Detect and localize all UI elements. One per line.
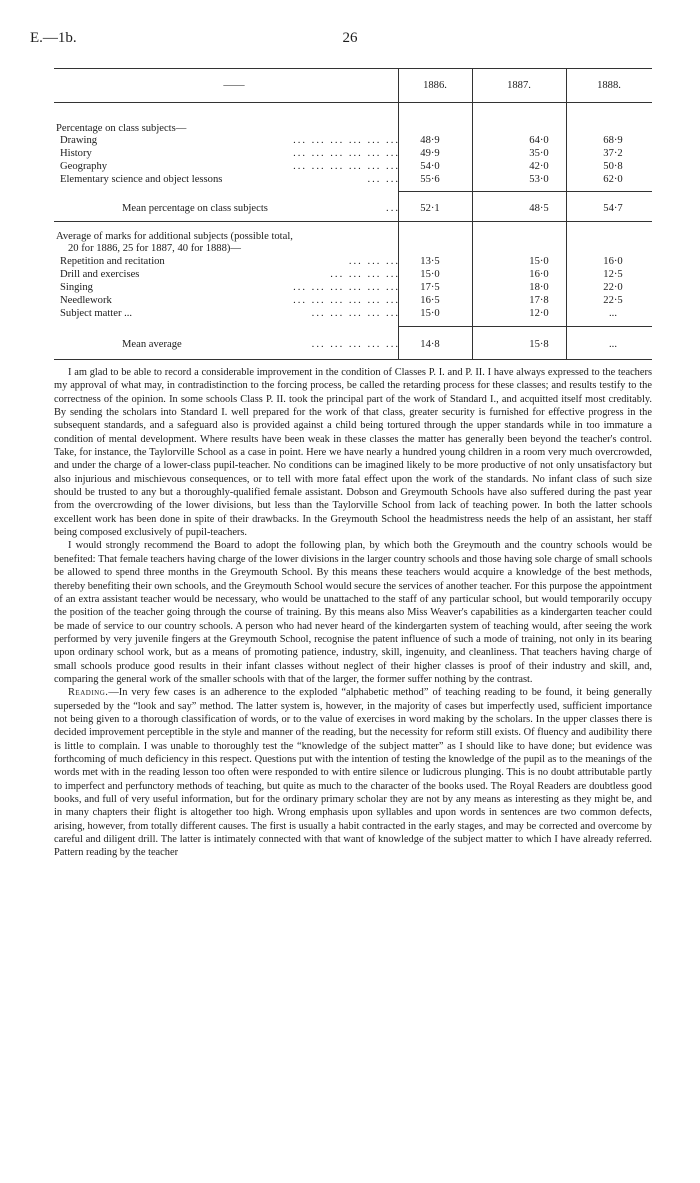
cell-1887: 12·0 [529, 308, 549, 319]
cell-1886: 52·1 [420, 203, 440, 214]
cell-1887: 15·0 [529, 256, 549, 267]
table-row [54, 281, 652, 294]
paragraph: I am glad to be able to record a considerable improvement in the condition of Classes P. I. and P. II. I have always expressed to the teachers my approval of what may, in contradistinction to the forcing process, be called the retarding process for these classes; and results testify to the correctness of the opinion. In some schools Class P. II. took the principal part of the work of Standard I., and acquitted itself most creditably. By sending the scholars into Standard I. well prepared for the work of that class, greater security is furnished for effective progress in the subsequent standards, and a safeguard also is provided against a child being tortured through the upper standards while in too immature a condition of mental development. Where results have been weak in these classes the matter has generally been beyond the teacher's control. Take, for instance, the Taylorville School as a case in point. Here we have nearly a hundred young children in a room very much overcrowded, and under the charge of a lower-class pupil-teacher. No conditions can be imagined likely to be more productive of not only unsatisfactory but also injurious and mischievous consequences, or to tell with more fatal effect upon the work of the standards. No infant class of such size should be trusted to any but a thoroughly-qualified female assistant. Dobson and Greymouth Schools have also suffered during the past year from the overcrowding of the lower divisions, but less than the Taylorville School from lack of teaching power. In both the latter schools excellent work has been done in spite of their drawbacks. In the Greymouth School the headmistress needs the help of an assistant, her staff being composed exclusively of pupil-teachers. [54, 367, 652, 539]
section-heading-reading: Reading. [68, 687, 109, 699]
leader-dots: ... ... ... ... ... [311, 339, 400, 350]
cell-1888: 22·5 [603, 295, 623, 306]
section-heading [54, 242, 652, 255]
mean-row [54, 338, 652, 351]
table-row [54, 173, 652, 186]
document-code: E.—1b. [30, 30, 77, 46]
page-number: 26 [342, 30, 358, 46]
cell-1887: 18·0 [529, 282, 549, 293]
section-heading-text: Average of marks for additional subjects (possible total, [56, 231, 293, 242]
cell-1886: 15·0 [420, 269, 440, 280]
header-dash: —— [223, 80, 245, 91]
table-row [54, 134, 652, 147]
page-header [30, 30, 670, 50]
statistics-table [54, 68, 652, 360]
leader-dots: ... ... ... [348, 256, 400, 267]
cell-1888: 68·9 [603, 135, 623, 146]
leader-dots: ... ... [367, 174, 400, 185]
table-row [54, 268, 652, 281]
cell-1888: 16·0 [603, 256, 623, 267]
cell-1886: 15·0 [420, 308, 440, 319]
paragraph: I would strongly recommend the Board to adopt the following plan, by which both the Greymouth and the country schools would be benefited: That female teachers having charge of the lower divisions in the larger country schools and those having sole charge of small schools be allowed to spend three months in the Greymouth School. By this means these teachers would acquire a knowledge of the best methods, thereby benefiting their own schools, and the Greymouth School would secure the services of another teacher. For this purpose the appointment of an extra assistant teacher would be necessary, who would be unattached to the staff of any particular school, but would temporarily occupy the position of the teacher going through the course of training. By this means also Miss Weaver's capabilities as a kindergarten teacher could be made of service to our country schools. A person who had never heard of the kindergarten system of teaching would, after seeing the work performed by very juvenile fingers at the Greymouth School, recognise the patent influence of such a mode of training, not only in its bearing upon ordinary school work, but as a means of promoting patience, industry, skill, ingenuity, and cleanliness. That teachers having charge of small schools produce good results in their infant classes without neglect of their higher classes is proof of their industry and skill, and, comparing the general work of the smaller schools with that of the larger, the former suffer nothing by the contrast. [54, 540, 652, 685]
table-header-rule [54, 102, 652, 103]
row-label: Repetition and recitation [60, 256, 165, 267]
paragraph-text: —In very few cases is an adherence to the exploded “alphabetic method” of teaching reading to be found, it being generally superseded by the “look and say” method. The latter system is, however, in the majority of cases but imperfectly used, sufficient importance not being given to a thorough classification of words, or to the value of exercises in word making by the scholars. In the upper classes there is decided improvement perceptible in the style and manner of the reading, but the necessity for reform still exists. Of fluency and audibility there is little to complain. I was unable to thoroughly test the “knowledge of the subject matter” as I should like to have done; but evidence was forthcoming of much deficiency in this respect. Questions put with the intention of testing the knowledge of the pupil as to the meanings of the words met with in the reading lesson too often were responded to with entire silence or ludicrous plunging. This is no doubt attributable partly to imperfect and perfunctory methods of teaching, but quite as much to the character of the books used. The Royal Readers are doubtless good books, and full of very useful information, but for the ordinary primary scholar they are not by any means as interesting as they might be, and in many chapters their flight is altogether too high. Wrong emphasis upon syllables and upon words in sentences are two common defects, arising, however, from totally different causes. The first is usually a habit contracted in the early stages, and may be corrected and overcome by careful and diligent drill. The latter is intimately connected with that want of knowledge of the subject matter to which I have already referred. Pattern reading by the teacher [54, 687, 652, 859]
cell-1888: ... [609, 339, 617, 350]
header-year-1888: 1888. [597, 80, 621, 91]
leader-dots: ... ... ... ... ... ... [293, 161, 400, 172]
header-year-1887: 1887. [507, 80, 531, 91]
row-label: Drawing [60, 135, 98, 146]
row-label: History [60, 148, 92, 159]
cell-1886: 55·6 [420, 174, 440, 185]
cell-1886: 54·0 [420, 161, 440, 172]
cell-1887: 15·8 [529, 339, 549, 350]
cell-1887: 53·0 [529, 174, 549, 185]
cell-1888: 12·5 [603, 269, 623, 280]
leader-dots: ... ... ... ... [330, 269, 400, 280]
section-heading-text: Percentage on class subjects— [56, 123, 187, 134]
leader-dots: ... ... ... ... ... [311, 308, 400, 319]
row-label: Elementary science and object lessons [60, 174, 223, 185]
row-label: Needlework [60, 295, 112, 306]
cell-1887: 16·0 [529, 269, 549, 280]
cell-1888: 22·0 [603, 282, 623, 293]
cell-1886: 49·9 [420, 148, 440, 159]
subtotal-rule [398, 191, 652, 192]
row-label: Subject matter ... [60, 308, 133, 319]
cell-1888: 54·7 [603, 203, 623, 214]
mean-row [54, 202, 652, 215]
cell-1888: 62·0 [603, 174, 623, 185]
table-row [54, 294, 652, 307]
cell-1887: 17·8 [529, 295, 549, 306]
cell-1887: 42·0 [529, 161, 549, 172]
section-rule [54, 221, 652, 222]
cell-1888: ... [609, 308, 617, 319]
cell-1888: 50·8 [603, 161, 623, 172]
leader-dots: ... ... ... ... ... ... [293, 295, 400, 306]
table-bottom-rule [54, 359, 652, 360]
header-year-1886: 1886. [423, 80, 447, 91]
section-heading-text: 20 for 1886, 25 for 1887, 40 for 1888)— [68, 243, 242, 254]
leader-dots: ... [386, 203, 400, 214]
mean-label: Mean percentage on class subjects [122, 203, 268, 214]
cell-1888: 37·2 [603, 148, 623, 159]
cell-1886: 16·5 [420, 295, 440, 306]
paragraph-reading [54, 686, 652, 859]
mean-label: Mean average [122, 339, 182, 350]
leader-dots: ... ... ... ... ... ... [293, 135, 400, 146]
row-label: Geography [60, 161, 108, 172]
subtotal-rule [398, 326, 652, 327]
cell-1887: 35·0 [529, 148, 549, 159]
cell-1887: 64·0 [529, 135, 549, 146]
cell-1887: 48·5 [529, 203, 549, 214]
table-row [54, 307, 652, 320]
table-row [54, 160, 652, 173]
cell-1886: 14·8 [420, 339, 440, 350]
cell-1886: 17·5 [420, 282, 440, 293]
leader-dots: ... ... ... ... ... ... [293, 282, 400, 293]
body-text [54, 366, 652, 860]
cell-1886: 13·5 [420, 256, 440, 267]
table-row [54, 147, 652, 160]
cell-1886: 48·9 [420, 135, 440, 146]
row-label: Drill and exercises [60, 269, 140, 280]
table-row [54, 255, 652, 268]
table-header-row [54, 68, 652, 102]
leader-dots: ... ... ... ... ... ... [293, 148, 400, 159]
row-label: Singing [60, 282, 93, 293]
